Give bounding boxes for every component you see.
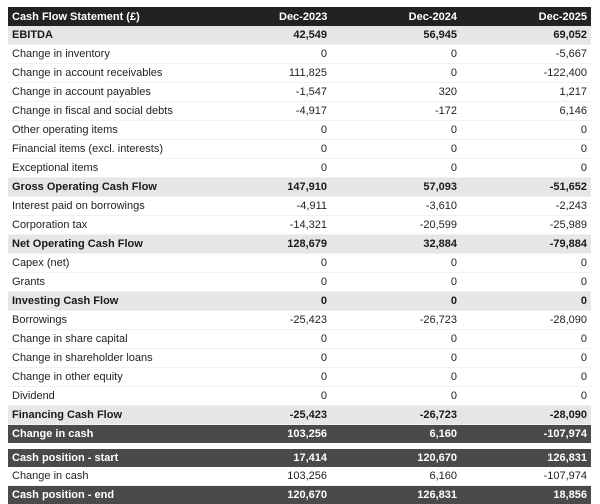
table-row — [8, 197, 591, 216]
table-row — [8, 216, 591, 235]
row-label: Dividend — [8, 387, 275, 406]
row-value: 103,256 — [275, 467, 331, 486]
table-row — [8, 292, 591, 311]
row-label: Cash position - start — [8, 449, 275, 467]
row-value: -14,321 — [275, 216, 331, 235]
row-value: 0 — [331, 292, 461, 311]
row-value: -1,547 — [275, 83, 331, 102]
row-label: EBITDA — [8, 26, 275, 45]
cash-flow-statement — [8, 7, 591, 504]
table-title: Cash Flow Statement (£) — [8, 7, 275, 26]
row-value: 0 — [275, 349, 331, 368]
row-value: 0 — [275, 121, 331, 140]
row-value: 1,217 — [461, 83, 591, 102]
row-label: Interest paid on borrowings — [8, 197, 275, 216]
table-row — [8, 467, 591, 486]
row-label: Corporation tax — [8, 216, 275, 235]
table-row — [8, 273, 591, 292]
row-label: Change in account payables — [8, 83, 275, 102]
row-value: -5,667 — [461, 45, 591, 64]
row-value: 0 — [461, 121, 591, 140]
row-value: -172 — [331, 102, 461, 121]
row-value: 0 — [461, 292, 591, 311]
row-label: Change in fiscal and social debts — [8, 102, 275, 121]
row-value: 0 — [461, 159, 591, 178]
row-value: 120,670 — [331, 449, 461, 467]
row-value: 320 — [331, 83, 461, 102]
cash-position-rows — [8, 449, 591, 504]
row-value: -25,423 — [275, 406, 331, 425]
row-value: 0 — [331, 45, 461, 64]
row-value: -2,243 — [461, 197, 591, 216]
header-row — [8, 7, 591, 26]
row-value: 18,856 — [461, 486, 591, 504]
table-row — [8, 406, 591, 425]
row-label: Capex (net) — [8, 254, 275, 273]
row-value: 0 — [331, 159, 461, 178]
table-row — [8, 235, 591, 254]
row-value: -79,884 — [461, 235, 591, 254]
row-label: Change in shareholder loans — [8, 349, 275, 368]
table-row — [8, 102, 591, 121]
row-value: 0 — [331, 140, 461, 159]
row-value: -4,917 — [275, 102, 331, 121]
row-value: -51,652 — [461, 178, 591, 197]
row-value: 0 — [461, 349, 591, 368]
row-value: 0 — [275, 387, 331, 406]
cash-flow-rows — [8, 26, 591, 443]
row-value: 6,160 — [331, 467, 461, 486]
table-row — [8, 121, 591, 140]
table-row — [8, 368, 591, 387]
row-value: 126,831 — [461, 449, 591, 467]
row-value: 147,910 — [275, 178, 331, 197]
row-value: -25,423 — [275, 311, 331, 330]
row-value: 0 — [331, 254, 461, 273]
cash-flow-table — [8, 7, 591, 504]
column-header-dec-2023: Dec-2023 — [275, 7, 331, 26]
row-value: 126,831 — [331, 486, 461, 504]
row-value: -3,610 — [331, 197, 461, 216]
row-label: Grants — [8, 273, 275, 292]
row-label: Net Operating Cash Flow — [8, 235, 275, 254]
row-value: -26,723 — [331, 406, 461, 425]
row-value: 0 — [461, 330, 591, 349]
row-value: 0 — [461, 273, 591, 292]
row-value: -26,723 — [331, 311, 461, 330]
table-row — [8, 64, 591, 83]
row-value: 17,414 — [275, 449, 331, 467]
row-value: 0 — [331, 273, 461, 292]
table-row — [8, 83, 591, 102]
row-value: -20,599 — [331, 216, 461, 235]
row-value: 0 — [331, 387, 461, 406]
row-value: 56,945 — [331, 26, 461, 45]
row-label: Change in cash — [8, 467, 275, 486]
table-row — [8, 26, 591, 45]
row-value: 6,146 — [461, 102, 591, 121]
row-value: -25,989 — [461, 216, 591, 235]
column-header-dec-2024: Dec-2024 — [331, 7, 461, 26]
row-value: 0 — [461, 140, 591, 159]
row-value: 6,160 — [331, 425, 461, 444]
row-value: 42,549 — [275, 26, 331, 45]
table-row — [8, 387, 591, 406]
row-value: 0 — [275, 292, 331, 311]
row-value: 128,679 — [275, 235, 331, 254]
row-value: -107,974 — [461, 467, 591, 486]
row-label: Gross Operating Cash Flow — [8, 178, 275, 197]
row-label: Financial items (excl. interests) — [8, 140, 275, 159]
table-row — [8, 425, 591, 444]
row-value: 0 — [461, 387, 591, 406]
row-value: 120,670 — [275, 486, 331, 504]
table-row — [8, 159, 591, 178]
row-label: Borrowings — [8, 311, 275, 330]
table-row — [8, 45, 591, 64]
row-value: 0 — [461, 254, 591, 273]
row-value: -107,974 — [461, 425, 591, 444]
table-row — [8, 330, 591, 349]
row-value: -28,090 — [461, 406, 591, 425]
row-value: 111,825 — [275, 64, 331, 83]
row-label: Exceptional items — [8, 159, 275, 178]
row-value: 0 — [275, 140, 331, 159]
table-row — [8, 349, 591, 368]
row-label: Change in cash — [8, 425, 275, 444]
row-value: 0 — [331, 330, 461, 349]
row-value: 0 — [275, 45, 331, 64]
row-label: Change in other equity — [8, 368, 275, 387]
row-value: 69,052 — [461, 26, 591, 45]
row-value: 0 — [275, 254, 331, 273]
row-label: Cash position - end — [8, 486, 275, 504]
row-value: 32,884 — [331, 235, 461, 254]
row-value: 0 — [461, 368, 591, 387]
row-value: 0 — [275, 159, 331, 178]
row-value: 0 — [275, 368, 331, 387]
row-value: -122,400 — [461, 64, 591, 83]
column-header-dec-2025: Dec-2025 — [461, 7, 591, 26]
row-value: -28,090 — [461, 311, 591, 330]
table-row — [8, 140, 591, 159]
row-value: 0 — [275, 330, 331, 349]
table-row — [8, 178, 591, 197]
row-value: 57,093 — [331, 178, 461, 197]
row-label: Other operating items — [8, 121, 275, 140]
row-value: 103,256 — [275, 425, 331, 444]
row-label: Financing Cash Flow — [8, 406, 275, 425]
row-label: Investing Cash Flow — [8, 292, 275, 311]
row-value: 0 — [331, 64, 461, 83]
table-row — [8, 311, 591, 330]
row-value: 0 — [331, 121, 461, 140]
table-row — [8, 486, 591, 504]
table-row — [8, 449, 591, 467]
row-value: 0 — [275, 273, 331, 292]
row-value: 0 — [331, 349, 461, 368]
row-value: 0 — [331, 368, 461, 387]
row-label: Change in account receivables — [8, 64, 275, 83]
row-label: Change in share capital — [8, 330, 275, 349]
row-label: Change in inventory — [8, 45, 275, 64]
row-value: -4,911 — [275, 197, 331, 216]
table-row — [8, 254, 591, 273]
